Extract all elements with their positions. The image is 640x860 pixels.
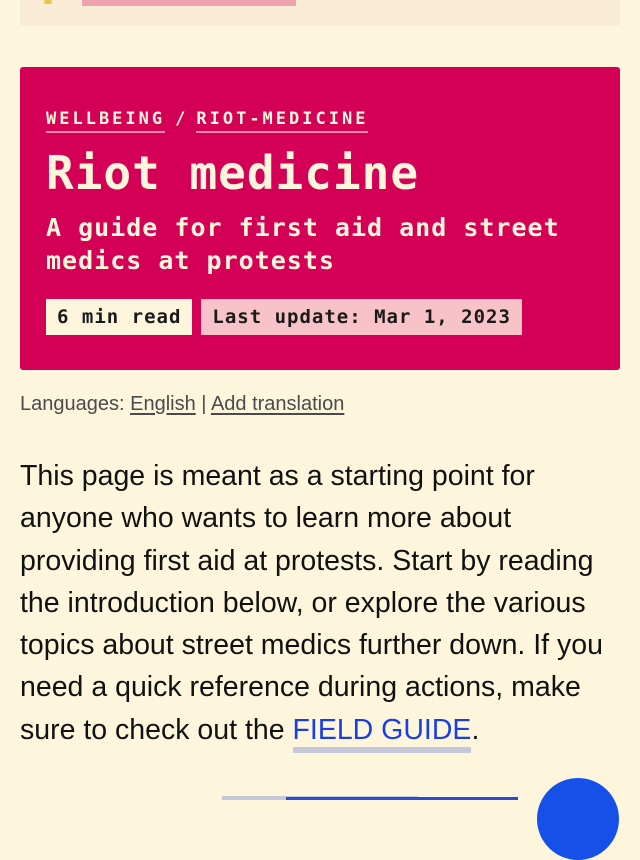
page-subtitle: A guide for first aid and street medics at protests xyxy=(46,213,560,275)
add-translation-link[interactable]: Add translation xyxy=(210,393,345,415)
breadcrumb-wellbeing[interactable]: WELLBEING xyxy=(46,109,165,133)
languages-bar xyxy=(20,393,344,416)
floating-action-button[interactable] xyxy=(537,778,619,860)
intro-text: This page is meant as a starting point for anyone who wants to learn more about providing first aid at protests. Start by reading the introduction below, or explore the various topics about street medics further down. If you need a quick reference during actions, make sure to check out the xyxy=(20,460,603,746)
breadcrumb-separator: / xyxy=(175,109,189,129)
languages-label: Languages: xyxy=(20,393,125,415)
previous-card-bar xyxy=(82,0,296,6)
previous-card xyxy=(20,0,620,26)
meta-badges xyxy=(46,299,594,335)
intro-end: . xyxy=(471,713,480,746)
breadcrumb xyxy=(46,109,594,135)
languages-separator: | xyxy=(201,393,207,415)
page-title: Riot medicine xyxy=(46,146,420,200)
field-guide-link[interactable]: FIELD GUIDE xyxy=(293,714,472,753)
read-time-badge: 6 min read xyxy=(46,299,192,335)
breadcrumb-riot-medicine[interactable]: RIOT-MEDICINE xyxy=(196,109,368,133)
star-icon xyxy=(44,0,52,4)
intro-paragraph xyxy=(20,455,620,751)
last-update-badge: Last update: Mar 1, 2023 xyxy=(201,299,522,335)
language-english-link[interactable]: English xyxy=(130,393,196,415)
hero-banner xyxy=(20,67,620,370)
